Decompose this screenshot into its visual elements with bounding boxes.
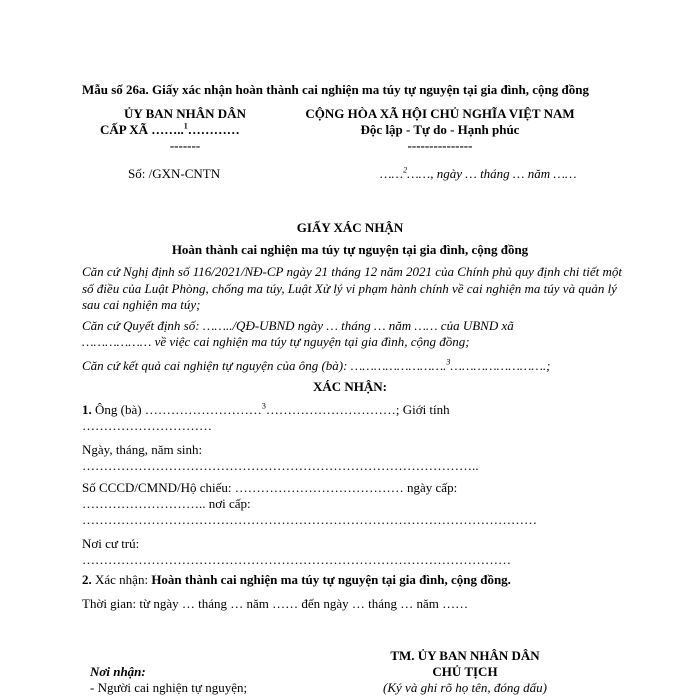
basis-decree: Căn cứ Nghị định số 116/2021/NĐ-CP ngày 21 tháng 12 năm 2021 của Chính phủ quy định chi tiết một số điều của Luật Phòng, chống ma túy, Luật Xử lý vi phạm hành chính về cai nghiện ma túy và quản lý sau cai nghiện ma túy;	[82, 264, 622, 313]
recipients-heading: Nơi nhận:	[90, 664, 146, 679]
id-issue-place: ……………………….. nơi cấp:	[82, 496, 251, 511]
motto: Độc lập - Tự do - Hạnh phúc	[360, 122, 520, 137]
signature-title: TM. ỦY BAN NHÂN DÂN	[390, 648, 540, 663]
country-name: CỘNG HÒA XÃ HỘI CHỦ NGHĨA VIỆT NAM	[305, 106, 575, 121]
right-header-rule: ---------------	[407, 138, 473, 153]
footnote-mark: 1	[183, 121, 188, 131]
basis-decision-line2: ……………… về việc cai nghiện ma túy tự nguyện tại gia đình, cộng đồng;	[82, 334, 470, 349]
footnote-mark: 3	[446, 357, 451, 367]
residence-label: Nơi cư trú:	[82, 536, 140, 551]
gender-dots: …………………………	[82, 418, 212, 433]
confirm-heading: XÁC NHẬN:	[312, 379, 388, 394]
id-dots: ……………………………………………………………………………………………	[82, 512, 537, 527]
dob-label: Ngày, tháng, năm sinh:	[82, 442, 203, 457]
footnote-mark: 2	[403, 165, 408, 175]
basis-result: Căn cứ kết quả cai nghiện tự nguyện của ông (bà): …………………….$^3$…………………….;	[82, 357, 551, 373]
basis-decision-line1: Căn cứ Quyết định số: ……../QĐ-UBND ngày … tháng … năm …… của UBND xã	[82, 318, 514, 333]
duration-line: Thời gian: từ ngày … tháng … năm …… đến ngày … tháng … năm ……	[82, 596, 469, 611]
footnote-mark: 3	[261, 401, 266, 411]
left-header-rule: -------	[169, 138, 201, 153]
place-and-date: ……$^2$……, ngày … tháng … năm ……	[380, 165, 577, 181]
signature-note: (Ký và ghi rõ họ tên, đóng dấu)	[383, 680, 547, 695]
id-number-line: Số CCCD/CMND/Hộ chiếu: ………………………………… ngày cấp:	[82, 480, 458, 495]
document-number: Số: /GXN-CNTN	[128, 166, 221, 181]
confirmation-line: 2. Xác nhận: Hoàn thành cai nghiện ma túy tự nguyện tại gia đình, cộng đồng.	[82, 572, 511, 587]
recipient-item: - Người cai nghiện tự nguyện;	[90, 680, 248, 695]
dob-dots: ………………………………………………………………………………..	[82, 458, 479, 473]
person-name-line: 1. Ông (bà) ………………………$^3$…………………………; Giới tính	[82, 401, 450, 417]
document-subtitle: Hoàn thành cai nghiện ma túy tự nguyện tại gia đình, cộng đồng	[171, 242, 529, 257]
form-title: Mẫu số 26a. Giấy xác nhận hoàn thành cai nghiện ma túy tự nguyện tại gia đình, cộng đồng	[82, 82, 589, 97]
signature-position: CHỦ TỊCH	[432, 664, 498, 679]
issuer-name: ỦY BAN NHÂN DÂN	[124, 106, 246, 121]
document-title: GIẤY XÁC NHẬN	[296, 220, 404, 235]
issuer-level: CẤP XÃ ……..$^1$…………	[100, 121, 240, 137]
residence-dots: ………………………………………………………………………………………	[82, 552, 511, 567]
